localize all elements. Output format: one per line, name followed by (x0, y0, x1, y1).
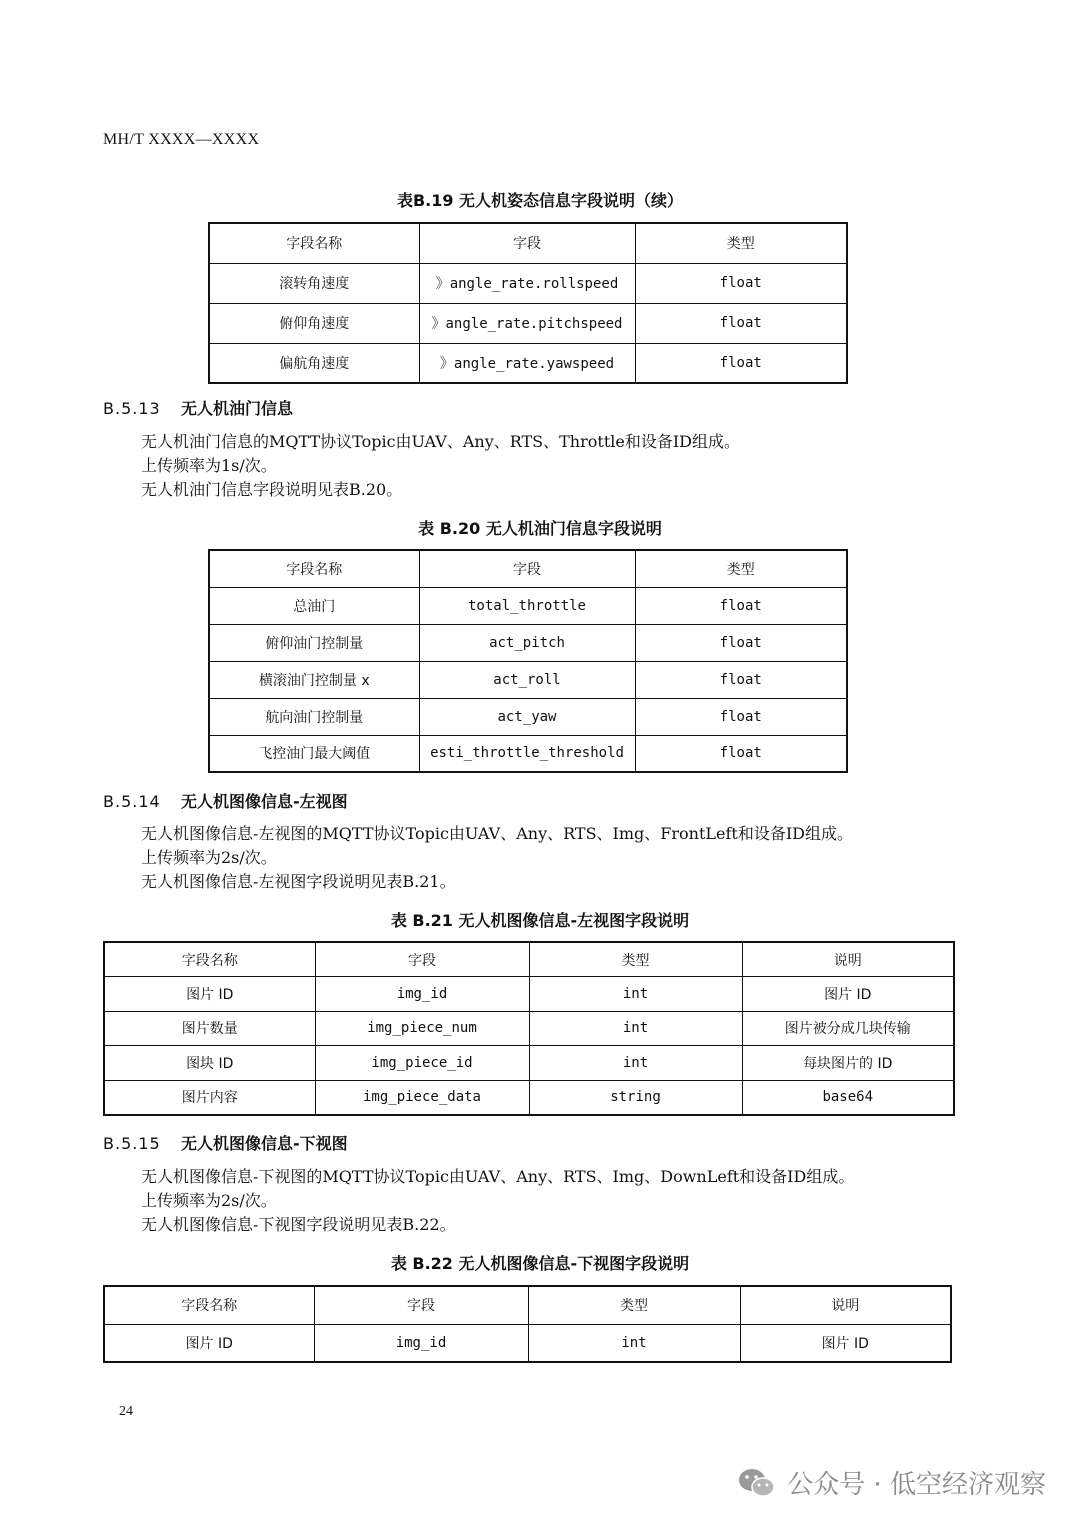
column-header: 类型 (529, 942, 742, 977)
column-header: 字段 (314, 1286, 528, 1324)
section-number: B.5.15 (103, 1134, 161, 1153)
section-number: B.5.14 (103, 792, 161, 811)
table-cell: 图片内容 (104, 1080, 315, 1115)
table-row (209, 587, 847, 624)
column-header: 字段 (419, 223, 635, 263)
column-header: 字段名称 (104, 1286, 314, 1324)
table-row (209, 343, 847, 383)
table-cell: 》angle_rate.pitchspeed (419, 303, 635, 343)
table-cell: 图片 ID (104, 977, 315, 1012)
table-b20 (208, 549, 848, 773)
table-cell: img_piece_num (315, 1011, 529, 1046)
table-cell: 图片数量 (104, 1011, 315, 1046)
table-cell: img_id (314, 1324, 528, 1362)
table-cell: 图片 ID (740, 1324, 951, 1362)
section-number: B.5.13 (103, 399, 161, 418)
section-title: 无人机图像信息-左视图 (181, 792, 348, 811)
table-row (104, 1046, 954, 1081)
paragraph-line: 无人机图像信息-下视图的MQTT协议Topic由UAV、Any、RTS、Img、DownLeft和设备ID组成。 (141, 1167, 855, 1186)
column-header: 说明 (742, 942, 954, 977)
column-header: 说明 (740, 1286, 951, 1324)
table-cell: 飞控油门最大阈值 (209, 735, 419, 772)
table-cell: float (635, 343, 847, 383)
section-title: 无人机油门信息 (181, 399, 294, 418)
section-b515-body (141, 1165, 854, 1237)
table-row (209, 624, 847, 661)
table-cell: string (529, 1080, 742, 1115)
table-b22 (103, 1285, 952, 1363)
table-cell: float (635, 263, 847, 303)
table-cell: float (635, 735, 847, 772)
page-number: 24 (119, 1404, 133, 1419)
table-cell: int (528, 1324, 740, 1362)
column-header: 字段名称 (104, 942, 315, 977)
table-cell: base64 (742, 1080, 954, 1115)
watermark-text: 公众号 · 低空经济观察 (787, 1470, 1046, 1500)
section-b513-heading (103, 396, 293, 419)
table-b19-caption: 表B.19 无人机姿态信息字段说明（续） (396, 191, 684, 210)
table-b21-caption: 表 B.21 无人机图像信息-左视图字段说明 (390, 911, 690, 930)
table-b20-caption: 表 B.20 无人机油门信息字段说明 (418, 519, 662, 538)
section-b514-body (141, 822, 853, 894)
table-cell: float (635, 587, 847, 624)
table-cell: img_piece_id (315, 1046, 529, 1081)
document-code: MH/T XXXX—XXXX (103, 131, 260, 148)
watermark (737, 1464, 1046, 1501)
table-cell: 每块图片的 ID (742, 1046, 954, 1081)
column-header: 字段名称 (209, 223, 419, 263)
table-row (209, 698, 847, 735)
table-row (209, 661, 847, 698)
paragraph-line: 上传频率为2s/次。 (141, 1191, 277, 1210)
table-cell: 滚转角速度 (209, 263, 419, 303)
table-cell: float (635, 698, 847, 735)
paragraph-line: 无人机图像信息-左视图字段说明见表B.21。 (141, 872, 456, 891)
table-cell: float (635, 303, 847, 343)
table-cell: act_pitch (419, 624, 635, 661)
header-row (209, 550, 847, 587)
table-b19 (208, 222, 848, 384)
table-cell: float (635, 624, 847, 661)
table-cell: 横滚油门控制量 x (209, 661, 419, 698)
table-cell: 图块 ID (104, 1046, 315, 1081)
table-cell: 俯仰角速度 (209, 303, 419, 343)
section-b514-heading (103, 789, 348, 812)
table-row (104, 977, 954, 1012)
table-row (104, 1324, 951, 1362)
table-cell: 俯仰油门控制量 (209, 624, 419, 661)
table-cell: int (529, 1046, 742, 1081)
section-title: 无人机图像信息-下视图 (181, 1134, 348, 1153)
table-cell: img_piece_data (315, 1080, 529, 1115)
table-cell: act_yaw (419, 698, 635, 735)
paragraph-line: 无人机油门信息的MQTT协议Topic由UAV、Any、RTS、Throttle和设备ID组成。 (141, 432, 740, 451)
table-b21 (103, 941, 955, 1116)
table-row (104, 1080, 954, 1115)
table-cell: total_throttle (419, 587, 635, 624)
table-cell: img_id (315, 977, 529, 1012)
column-header: 类型 (528, 1286, 740, 1324)
paragraph-line: 上传频率为2s/次。 (141, 848, 277, 867)
table-cell: float (635, 661, 847, 698)
column-header: 字段名称 (209, 550, 419, 587)
table-row (209, 735, 847, 772)
section-b513-body (141, 430, 740, 502)
column-header: 类型 (635, 550, 847, 587)
table-cell: 》angle_rate.yawspeed (419, 343, 635, 383)
paragraph-line: 无人机油门信息字段说明见表B.20。 (141, 480, 403, 499)
table-row (104, 1011, 954, 1046)
header-row (209, 223, 847, 263)
table-cell: 总油门 (209, 587, 419, 624)
table-row (209, 263, 847, 303)
table-cell: 图片被分成几块传输 (742, 1011, 954, 1046)
wechat-icon (737, 1466, 777, 1500)
paragraph-line: 上传频率为1s/次。 (141, 456, 277, 475)
table-cell: esti_throttle_threshold (419, 735, 635, 772)
table-cell: 》angle_rate.rollspeed (419, 263, 635, 303)
table-b22-caption: 表 B.22 无人机图像信息-下视图字段说明 (390, 1254, 690, 1273)
header-row (104, 942, 954, 977)
table-cell: 偏航角速度 (209, 343, 419, 383)
paragraph-line: 无人机图像信息-左视图的MQTT协议Topic由UAV、Any、RTS、Img、FrontLeft和设备ID组成。 (141, 824, 853, 843)
table-cell: 图片 ID (742, 977, 954, 1012)
table-cell: int (529, 1011, 742, 1046)
table-row (209, 303, 847, 343)
table-cell: 航向油门控制量 (209, 698, 419, 735)
paragraph-line: 无人机图像信息-下视图字段说明见表B.22。 (141, 1215, 456, 1234)
header-row (104, 1286, 951, 1324)
column-header: 字段 (315, 942, 529, 977)
table-cell: 图片 ID (104, 1324, 314, 1362)
table-cell: act_roll (419, 661, 635, 698)
column-header: 类型 (635, 223, 847, 263)
section-b515-heading (103, 1131, 348, 1154)
table-cell: int (529, 977, 742, 1012)
column-header: 字段 (419, 550, 635, 587)
